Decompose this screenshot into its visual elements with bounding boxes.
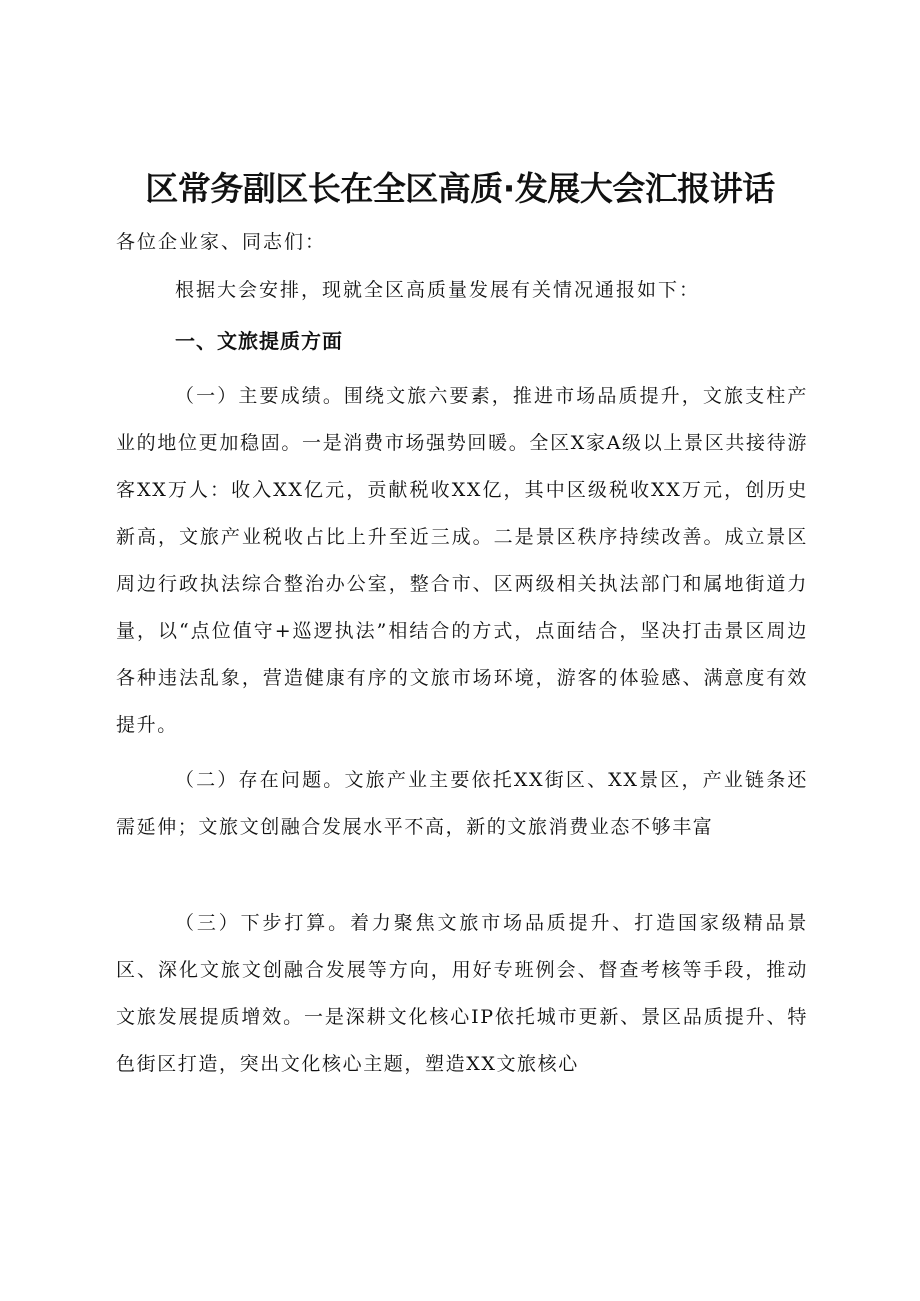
section-heading: 一、文旅提质方面 xyxy=(175,329,343,353)
document-title: 区常务副区长在全区高质·发展大会汇报讲话 xyxy=(145,169,775,208)
salutation: 各位企业家、同志们： xyxy=(116,231,327,253)
paragraph-next-steps: （三）下步打算。着力聚焦文旅市场品质提升、打造国家级精品景区、深化文旅文创融合发展等方向，用好专班例会、督查考核等手段，推动文旅发展提质增效。一是深耕文化核心IP依托城市更新、景区品质提升、特色街区打造，突出文化核心主题，塑造XX文旅核心 xyxy=(116,912,808,1075)
intro-paragraph: 根据大会安排，现就全区高质量发展有关情况通报如下： xyxy=(175,279,701,301)
paragraph-achievements: （一）主要成绩。围绕文旅六要素，推进市场品质提升，文旅支柱产业的地位更加稳固。一是消费市场强势回暖。全区X家A级以上景区共接待游客XX万人：收入XX亿元，贡献税收XX亿，其中区级税收XX万元，创历史新高，文旅产业税收占比上升至近三成。二是景区秩序持续改善。成立景区周边行政执法综合整治办公室，整合市、区两级相关执法部门和属地街道力量，以“点位值守+巡逻执法”相结合的方式，点面结合，坚决打击景区周边各种违法乱象，营造健康有序的文旅市场环境，游客的体验感、满意度有效提升。 xyxy=(116,385,808,736)
paragraph-problems: （二）存在问题。文旅产业主要依托XX街区、XX景区，产业链条还需延伸；文旅文创融合发展水平不高，新的文旅消费业态不够丰富 xyxy=(116,769,808,838)
